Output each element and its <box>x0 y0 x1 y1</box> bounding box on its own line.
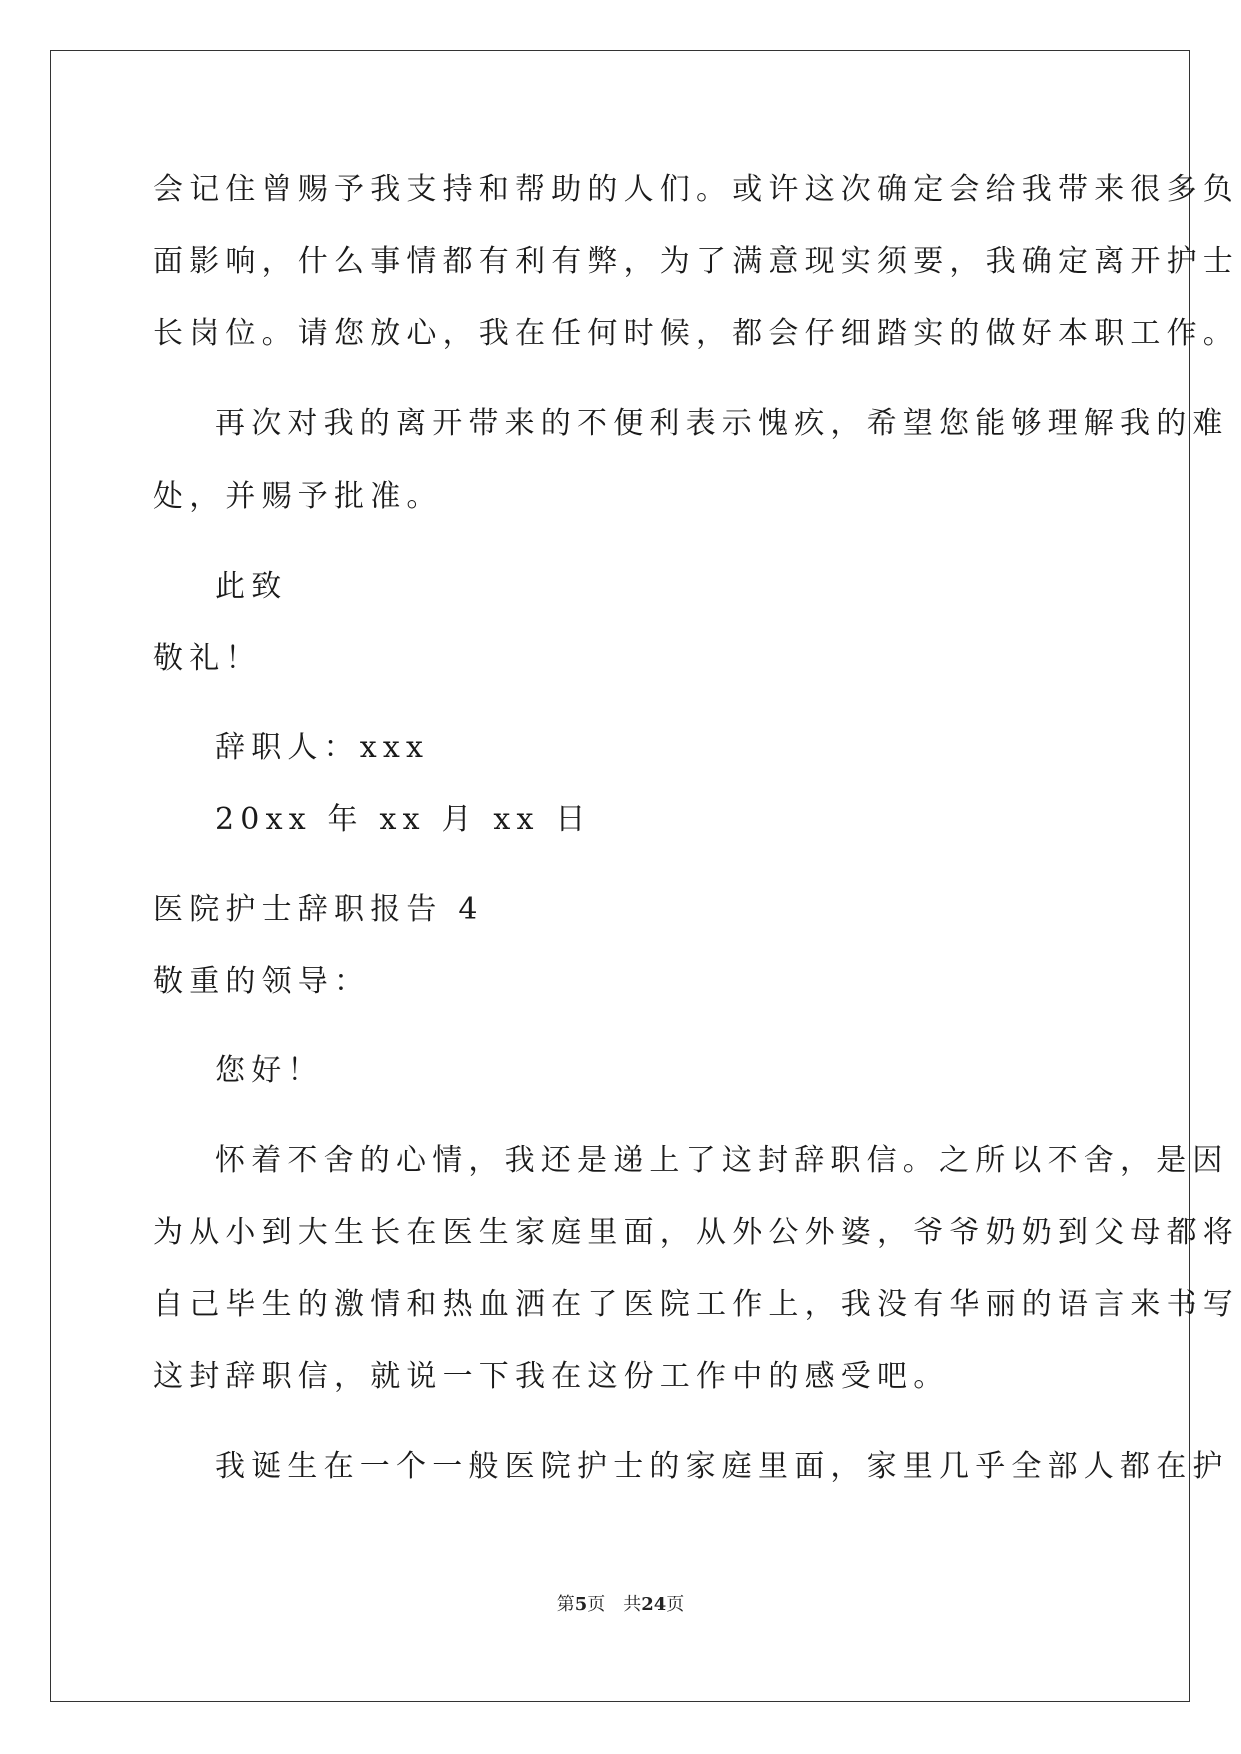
total-pages: 24 <box>641 1594 667 1615</box>
paragraph-line: 怀着不舍的心情，我还是递上了这封辞职信。之所以不舍，是因 <box>215 1143 1229 1178</box>
paragraph-line: 再次对我的离开带来的不便利表示愧疚，希望您能够理解我的难 <box>215 406 1229 441</box>
paragraph-line: 处，并赐予批准。 <box>153 479 443 514</box>
total-suffix: 页 <box>666 1594 685 1615</box>
signature-date: 20xx 年 xx 月 xx 日 <box>215 802 592 837</box>
page-suffix: 页 <box>587 1594 606 1615</box>
paragraph-line: 面影响，什么事情都有利有弊，为了满意现实须要，我确定离开护士 <box>153 244 1239 279</box>
section-title: 医院护士辞职报告 4 <box>153 892 484 927</box>
page-number: 5 <box>574 1594 588 1615</box>
page-footer <box>0 1593 1241 1617</box>
paragraph-line: 这封辞职信，就说一下我在这份工作中的感受吧。 <box>153 1359 950 1394</box>
greeting: 您好！ <box>215 1053 324 1088</box>
signature-name: 辞职人：xxx <box>215 730 430 765</box>
paragraph-line: 为从小到大生长在医生家庭里面，从外公外婆，爷爷奶奶到父母都将 <box>153 1215 1239 1250</box>
paragraph-line: 长岗位。请您放心，我在任何时候，都会仔细踏实的做好本职工作。 <box>153 316 1239 351</box>
paragraph-line: 我诞生在一个一般医院护士的家庭里面，家里几乎全部人都在护 <box>215 1449 1229 1484</box>
paragraph-line: 自己毕生的激情和热血洒在了医院工作上，我没有华丽的语言来书写 <box>153 1287 1239 1322</box>
total-prefix: 共 <box>623 1594 642 1615</box>
closing-salutation: 此致 <box>215 569 288 604</box>
closing-regards: 敬礼！ <box>153 641 262 676</box>
greeting-recipient: 敬重的领导： <box>153 964 371 999</box>
paragraph-line: 会记住曾赐予我支持和帮助的人们。或许这次确定会给我带来很多负 <box>153 172 1239 207</box>
page-prefix: 第 <box>556 1594 575 1615</box>
